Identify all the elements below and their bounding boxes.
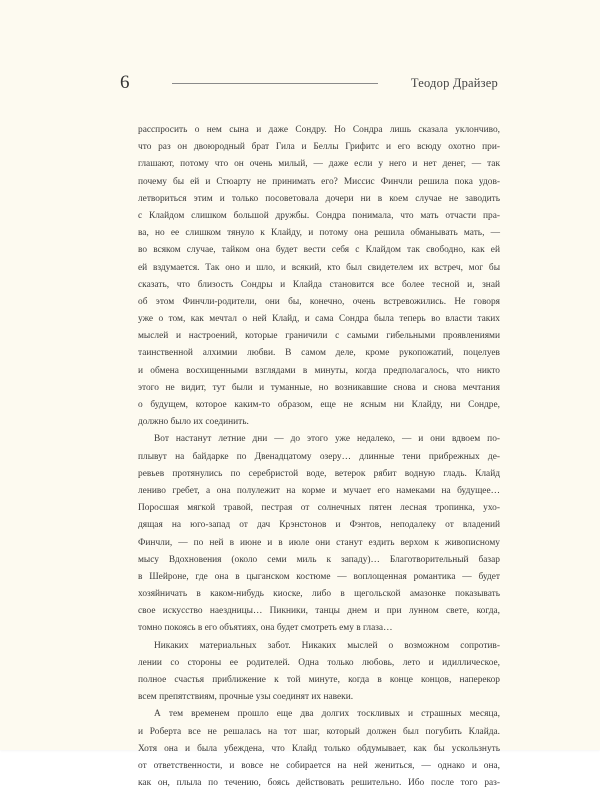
text-line: уже о том, как мечтал о ней Клайд, и сама Сондра была теперь во власти таких bbox=[138, 314, 500, 325]
text-line: почему бы ей и Стюарту не принимать его? Миссис Финчли решила пока удов- bbox=[138, 176, 500, 187]
text-line: в Шейроне, где она в цыганском костюме — воплощенная романтика — будет bbox=[138, 571, 500, 582]
running-head-author: Теодор Драйзер bbox=[410, 76, 498, 90]
text-line: во всяком случае, тайком она будет вести себя с Клайдом так свободно, как ей bbox=[138, 245, 500, 256]
text-line: Поросшая мягкой травой, пестрая от солнечных пятен лесная тропинка, ухо- bbox=[138, 503, 500, 514]
text-line: плывут на байдарке по Двенадцатому озеру… длинные тени прибрежных де- bbox=[138, 451, 500, 462]
text-line: лении со стороны ее родителей. Одна только любовь, лето и идиллическое, bbox=[138, 657, 500, 668]
text-line: лениво гребет, а она полулежит на корме и мучает его намеками на будущее… bbox=[138, 485, 500, 496]
text-line: и обмена восхищенными взглядами в минуты, когда предполагалось, что никто bbox=[138, 365, 500, 376]
text-line: Финчли, — по ней в июне и в июле они станут ездить верхом к живописному bbox=[138, 537, 500, 548]
body-text bbox=[138, 122, 500, 792]
text-line: свое искусство наездницы… Пикники, танцы днем и при лунном свете, когда, bbox=[138, 606, 500, 617]
text-line: сказать, что близость Сондры и Клайда становится все более тесной и, знай bbox=[138, 279, 500, 290]
text-line: хозяйничать в каком-нибудь киоске, либо в щегольской амазонке показывать bbox=[138, 589, 500, 600]
text-line: ва, но ее слишком тянуло к Клайду, и потому она решила обманывать мать, — bbox=[138, 228, 500, 239]
text-line: дящая на юго-запад от дач Крэнстонов и Фэнтов, неподалеку от владений bbox=[138, 520, 500, 531]
text-line: Вот настанут летние дни — до этого уже недалеко, — и они вдвоем по- bbox=[154, 434, 500, 445]
header-rule bbox=[172, 83, 378, 84]
text-line: об этом Финчли-родители, они бы, конечно, очень встревожились. Не говоря bbox=[138, 296, 500, 307]
text-line: полное счастья приближение к той минуте, когда в конце концов, наперекор bbox=[138, 675, 500, 685]
text-line: о будущем, которое каким-то образом, еще не ясным ни Клайду, ни Сондре, bbox=[138, 400, 500, 410]
text-line: от ответственности, и вовсе не собирается на ней жениться, — однако и она, bbox=[138, 760, 500, 771]
text-line: всем препятствиям, прочные узы соединят их навеки. bbox=[138, 692, 354, 703]
text-line: ей вздумается. Так оно и шло, и всякий, кто был свидетелем их встреч, мог бы bbox=[138, 262, 500, 273]
text-line: мыслей и настроений, которые граничили с самыми гибельными проявлениями bbox=[138, 331, 500, 342]
text-line: летвориться этим и только посоветовала дочери ни в коем случае не заводить bbox=[138, 193, 500, 204]
text-line: должно было их соединить. bbox=[138, 417, 249, 428]
text-line: томно покоясь в его объятиях, она будет смотреть ему в глаза… bbox=[138, 623, 393, 634]
text-line: мысу Вдохновения (около семи миль к западу)… Благотворительный базар bbox=[138, 554, 500, 565]
text-line: что раз он двоюродный брат Гила и Беллы Грифитс и его всюду охотно при- bbox=[138, 142, 500, 153]
text-line: и Роберта все не решалась на тот шаг, который должен был погубить Клайда. bbox=[138, 726, 500, 737]
page-header bbox=[120, 72, 498, 96]
page-number: 6 bbox=[120, 72, 130, 93]
text-line: таинственной алхимии любви. В самом деле, кроме рукопожатий, поцелуев bbox=[138, 348, 500, 359]
text-line: А тем временем прошло еще два долгих тоскливых и страшных месяца, bbox=[154, 709, 500, 720]
text-line: с Клайдом слишком большой дружбы. Сондра понимала, что мать отчасти пра- bbox=[138, 210, 500, 221]
text-line: Хотя она и была убеждена, что Клайд только обдумывает, как бы ускользнуть bbox=[138, 743, 500, 754]
text-line: расспросить о нем сына и даже Сондру. Но Сондра лишь сказала уклончиво, bbox=[138, 125, 500, 135]
text-line: этого не видит, тут были и туманные, но возникавшие снова и снова мечтания bbox=[138, 382, 500, 393]
text-line: Никаких материальных забот. Никаких мыслей о возможном сопротив- bbox=[154, 640, 500, 651]
text-line: ревьев протянулись по серебристой воде, ветерок рябит водную гладь. Клайд bbox=[138, 468, 500, 479]
text-line: глашают, потому что он очень милый, — даже если у него и нет денег, — так bbox=[138, 159, 500, 170]
text-line: как он, плыла по течению, боясь действовать решительно. Ибо после того раз- bbox=[138, 778, 500, 789]
